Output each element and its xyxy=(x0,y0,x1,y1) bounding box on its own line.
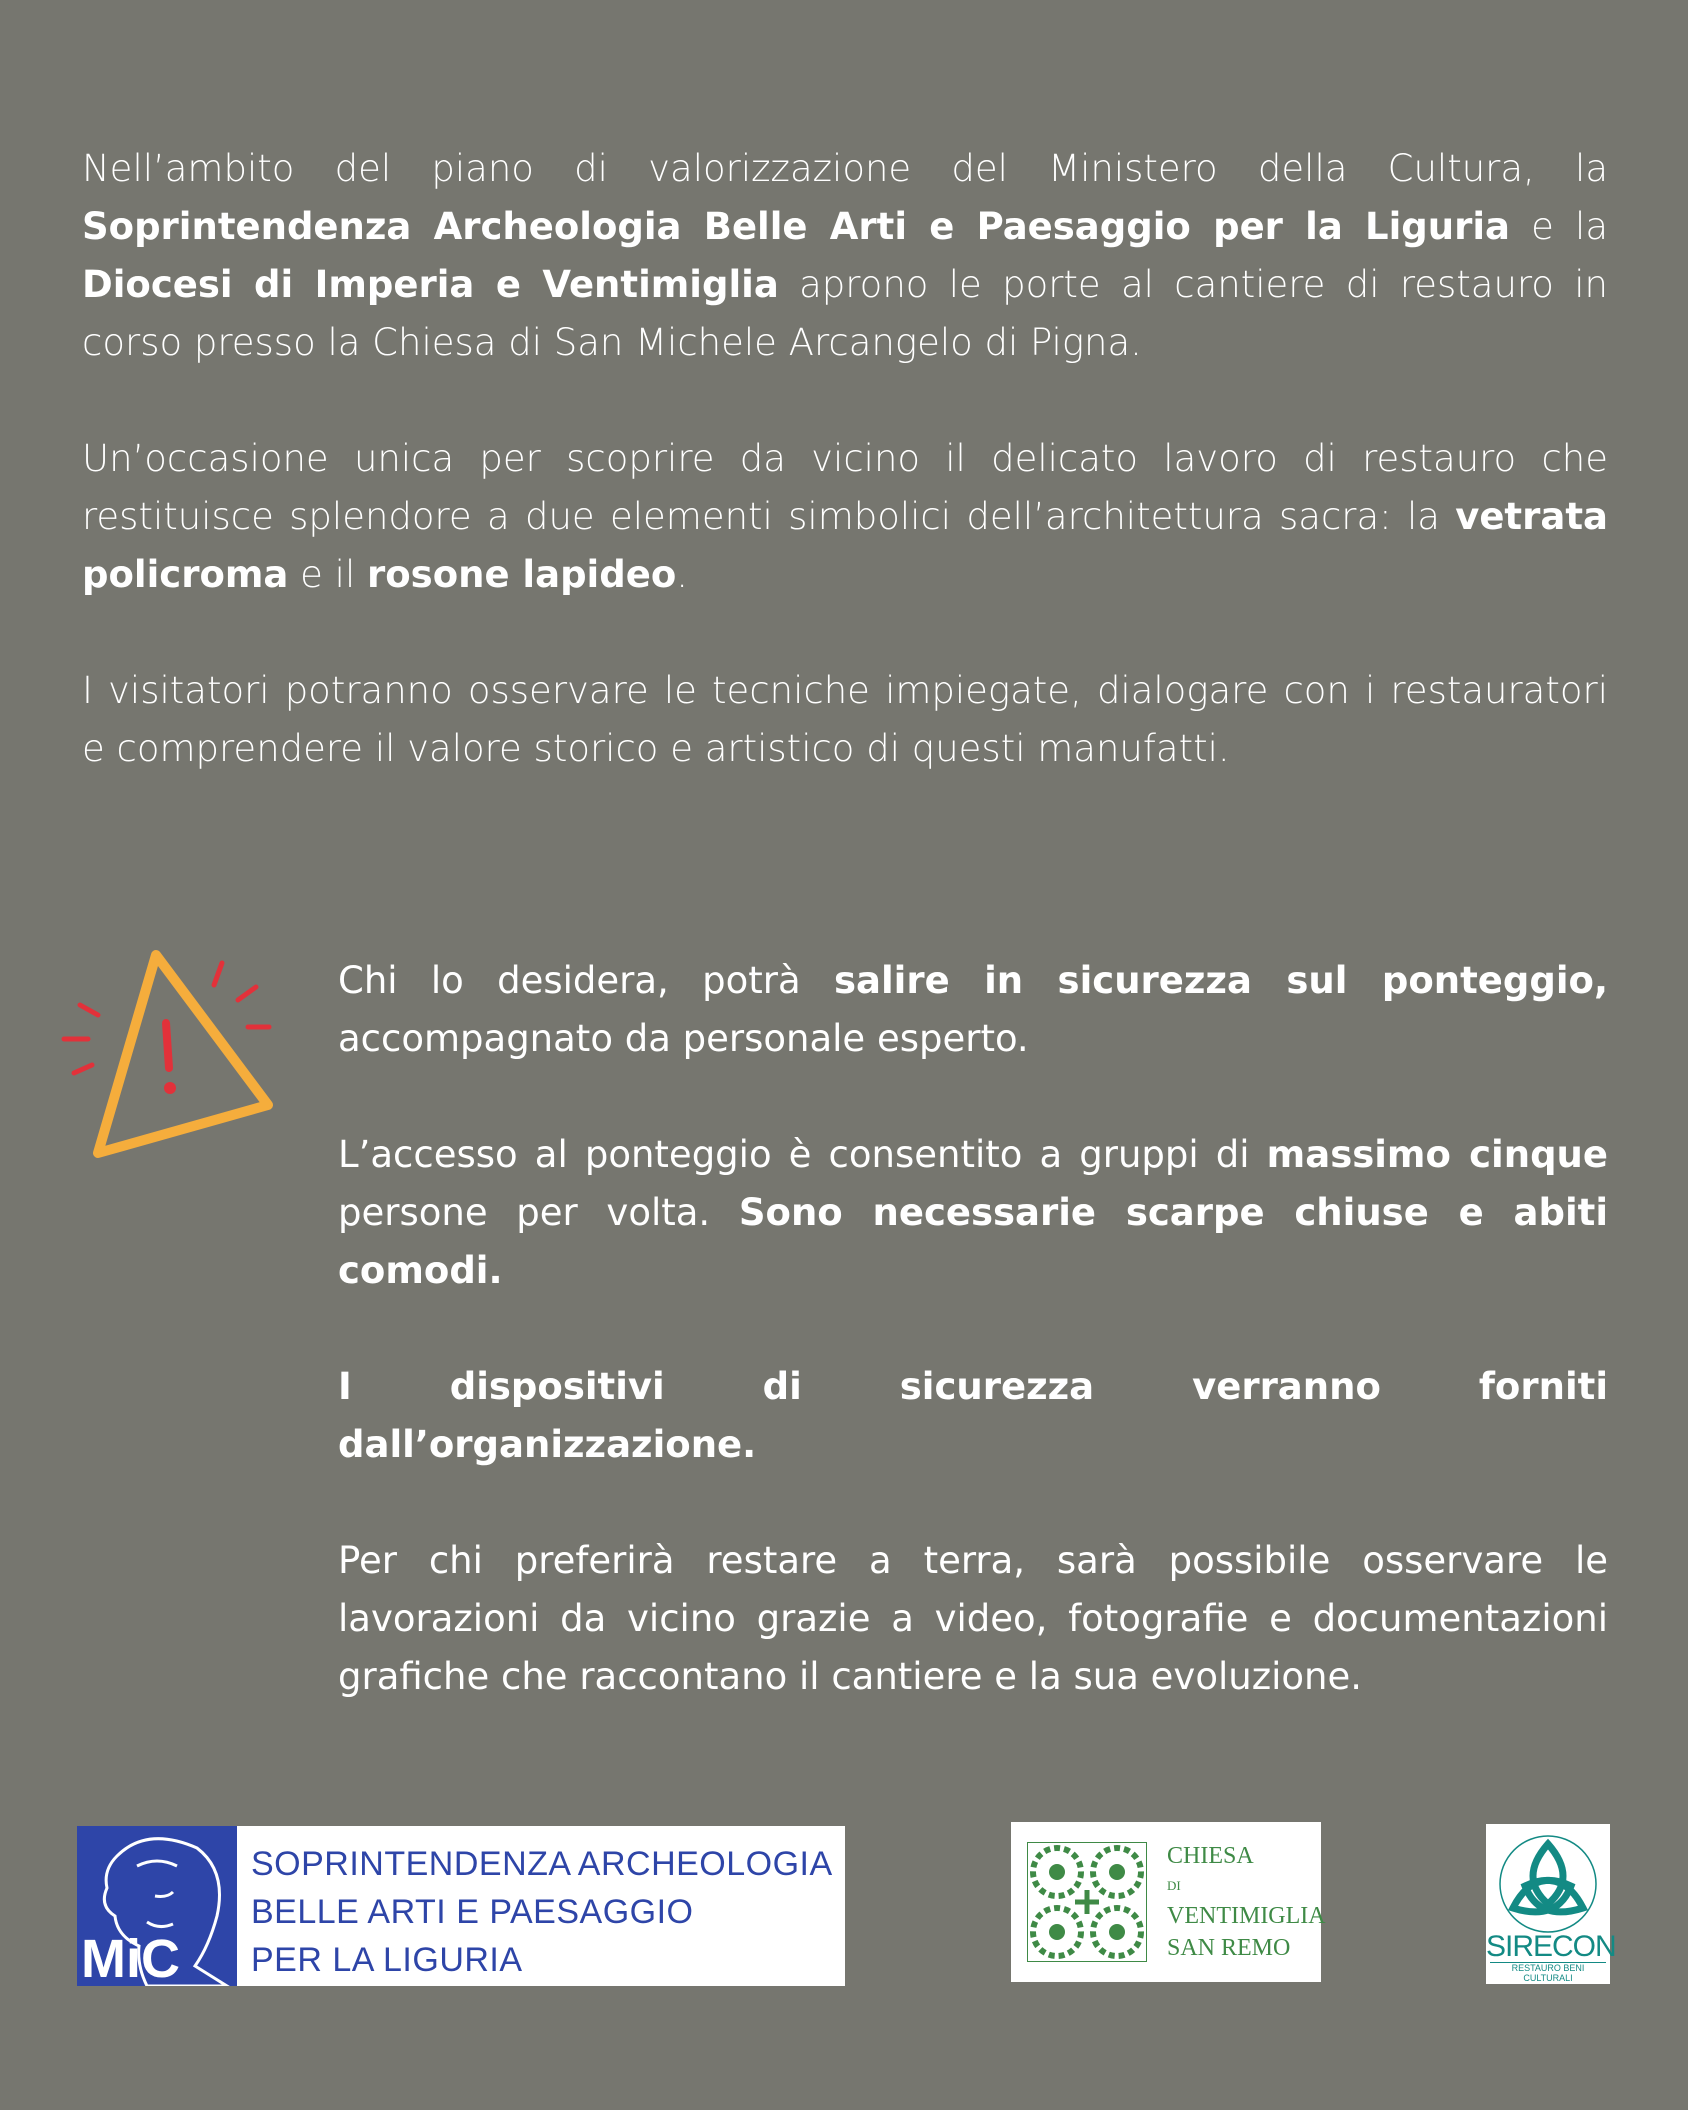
sirecon-subtitle: RESTAURO BENI CULTURALI xyxy=(1490,1962,1606,1983)
safety-text xyxy=(338,952,1608,1706)
mic-badge xyxy=(77,1826,237,1986)
intro-paragraph-3: I visitatori potranno osservare le tecniche impiegate, dialogare con i restauratori e comprendere il valore storico e artistico di questi manufatti. xyxy=(82,669,1608,770)
bold-text: vetrata policroma xyxy=(82,495,1608,596)
intro-text xyxy=(82,140,1608,778)
bold-text: Sono necessarie scarpe chiuse e abiti comodi. xyxy=(338,1191,1609,1292)
chiesa-line: DI xyxy=(1167,1878,1181,1893)
ornament-tiles-icon xyxy=(1027,1842,1147,1962)
triquetra-icon xyxy=(1493,1828,1603,1936)
text: accompagnato da personale esperto. xyxy=(338,1017,1029,1060)
intro-paragraph-2 xyxy=(82,430,1608,604)
text: L’accesso al ponteggio è consentito a gruppi di xyxy=(338,1133,1267,1176)
sirecon-name: SIRECON xyxy=(1486,1930,1616,1963)
chiesa-line: VENTIMIGLIA xyxy=(1167,1903,1326,1929)
safety-paragraph-1 xyxy=(338,952,1608,1068)
safety-paragraph-2 xyxy=(338,1126,1608,1300)
bold-text: I dispositivi di sicurezza verranno forniti dall’organizzazione. xyxy=(338,1365,1608,1466)
text: Chi lo desidera, potrà xyxy=(338,959,834,1002)
text: Un’occasione unica per scoprire da vicino il delicato lavoro di restauro che restituisce splendore a due elementi simbolici dell’architettura sacra: la xyxy=(82,437,1608,538)
mic-line: BELLE ARTI E PAESAGGIO xyxy=(251,1893,694,1931)
text: persone per volta. xyxy=(338,1191,739,1234)
text: aprono le porte al cantiere di restauro in corso presso la Chiesa di San Michele Arcangelo di Pigna. xyxy=(82,263,1608,364)
chiesa-line: CHIESA xyxy=(1167,1843,1254,1869)
chiesa-name xyxy=(1167,1840,1326,1964)
bold-text: Soprintendenza Archeologia Belle Arti e Paesaggio per la Liguria xyxy=(82,205,1511,248)
bold-text: salire in sicurezza sul ponteggio, xyxy=(833,959,1608,1002)
text: e il xyxy=(288,553,367,596)
chiesa-line: SAN REMO xyxy=(1167,1935,1291,1961)
text: . xyxy=(676,553,689,596)
chiesa-logo xyxy=(1011,1822,1326,1982)
text: e la xyxy=(1510,205,1608,248)
mic-logo xyxy=(77,1826,845,1986)
bold-text: Diocesi di Imperia e Ventimiglia xyxy=(82,263,779,306)
bold-text: rosone lapideo xyxy=(367,553,677,596)
bold-text: massimo cinque xyxy=(1266,1133,1608,1176)
sirecon-logo xyxy=(1486,1824,1616,1984)
text: Nell’ambito del piano di valorizzazione del Ministero della Cultura, la xyxy=(82,147,1608,190)
warning-triangle-icon xyxy=(56,945,276,1165)
intro-paragraph-1 xyxy=(82,140,1608,372)
mic-name xyxy=(237,1826,833,1986)
safety-paragraph-4: Per chi preferirà restare a terra, sarà possibile osservare le lavorazioni da vicino grazie a video, fotografie e documentazioni grafiche che raccontano il cantiere e la sua evoluzione. xyxy=(338,1539,1608,1698)
safety-paragraph-3 xyxy=(338,1358,1608,1474)
mic-line: PER LA LIGURIA xyxy=(251,1941,523,1979)
mic-badge-text: MiC xyxy=(81,1929,180,1986)
mic-line: SOPRINTENDENZA ARCHEOLOGIA xyxy=(251,1845,833,1883)
